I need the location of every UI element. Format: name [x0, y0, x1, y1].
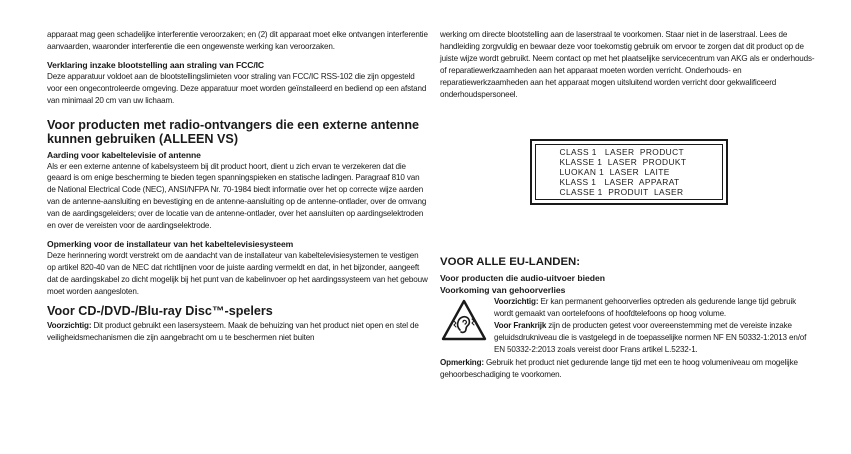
- france-compliance-paragraph: [494, 320, 817, 356]
- left-column: [47, 29, 429, 344]
- fcc-heading: Verklaring inzake blootstelling aan straling van FCC/IC: [47, 59, 265, 70]
- fcc-paragraph: Deze apparatuur voldoet aan de blootstellingslimieten voor straling van FCC/IC RSS-102 die zijn opgesteld voor een ongecontroleerde omgeving. Deze apparatuur moet worden geïnstalleerd en bediend op een afstand van minimaal 20 cm van uw lichaam.: [47, 71, 427, 105]
- eu-heading: VOOR ALLE EU-LANDEN:: [440, 256, 581, 269]
- installer-note-heading: Opmerking voor de installateur van het kabeltelevisiesysteem: [47, 238, 294, 249]
- hearing-damage-warning-icon: [441, 299, 487, 341]
- intro-paragraph: apparaat mag geen schadelijke interferentie veroorzaken; en (2) dit apparaat moet elke ontvangen interferentie aanvaarden, waaronder interferentie die een ongewenste werking kan veroorzaken.: [47, 30, 428, 51]
- volume-note-text: Gebruik het product niet gedurende lange tijd met een te hoog volumeniveau om mogelijke gehoorbeschadiging te voorkomen.: [440, 357, 798, 379]
- laser-continued-paragraph: werking om directe blootstelling aan de laserstraal te voorkomen. Staar niet in de laserstraal. Lees de handleiding zorgvuldig en bewaar deze voor toekomstig gebruik om ervoor te zorgen dat dit product op de juiste wijze wordt gebruikt. Neem contact op met het plaatselijke servicecentrum van AKG als er onderhouds- of reparatiewerkzaamheden aan het apparaat moeten worden verricht. Onderhouds- en reparatiewerkzaamheden aan het apparaat mogen uitsluitend worden verricht door gekwalificeerd onderhoudspersoneel.: [440, 30, 815, 99]
- volume-note-paragraph: [440, 357, 817, 381]
- laser-class-label-inner: [535, 144, 723, 200]
- hearing-warning: [440, 296, 817, 356]
- disc-player-heading: Voor CD-/DVD-/Blu-ray Disc™-spelers: [47, 303, 273, 318]
- audio-output-heading: Voor producten die audio-uitvoer bieden: [440, 273, 606, 284]
- installer-note-paragraph: Deze herinnering wordt verstrekt om de aandacht van de installateur van kabeltelevisiesystemen te vestigen op artikel 820-40 van de NEC dat richtlijnen voor de juiste aarding vermeldt en dat, in het bijzonder, aangeeft dat de aardingskabel zo dicht mogelijk bij het punt van de kabelinvoer op het aardingssysteem van het gebouw moet worden aangesloten.: [47, 250, 428, 296]
- laser-class-line: CLASSE 1 PRODUIT LASER: [559, 186, 684, 197]
- radio-antenna-heading: Voor producten met radio-ontvangers die een externe antenne kunnen gebruiken (ALLEEN VS): [47, 117, 420, 147]
- hearing-warning-text: [494, 296, 817, 356]
- france-compliance-text: zijn de producten getest voor overeenstemming met de vereiste inzake geluidsdrukniveau die is vastgelegd in de toepasselijke normen NF EN 50332-1:2013 en/of EN 50332-2:2013 zoals vereist door Frans artikel L.5232-1.: [494, 321, 807, 355]
- disc-player-text: Dit product gebruikt een lasersysteem. Maak de behuizing van het product niet open en stel de veiligheidsmechanismen die zijn aangebracht om u te beschermen niet buiten: [47, 321, 419, 342]
- laser-class-line: LUOKAN 1 LASER LAITE: [559, 167, 670, 178]
- laser-class-line: KLASS 1 LASER APPARAT: [559, 176, 680, 187]
- caution-label: Voorzichtig:: [494, 297, 539, 307]
- hearing-caution-text: Er kan permanent gehoorverlies optreden als gedurende lange tijd gebruik wordt gemaakt van oortelefoons of hoofdtelefoons op hoog volume.: [494, 297, 797, 319]
- right-column: [440, 29, 817, 381]
- laser-class-line: KLASSE 1 LASER PRODUKT: [559, 157, 687, 168]
- caution-label: Voorzichtig:: [47, 321, 92, 331]
- eu-section: [440, 255, 817, 380]
- laser-class-label: [530, 139, 728, 205]
- laser-class-line: CLASS 1 LASER PRODUCT: [559, 147, 685, 158]
- grounding-heading: Aarding voor kabeltelevisie of antenne: [47, 149, 201, 160]
- hearing-caution-paragraph: [494, 296, 817, 320]
- france-label: Voor Frankrijk: [494, 321, 547, 331]
- hearing-loss-heading: Voorkoming van gehoorverlies: [440, 285, 566, 296]
- grounding-paragraph: Als er een externe antenne of kabelsysteem bij dit product hoort, dient u zich ervan te verzekeren dat die geaard is om enige bescherming te bieden tegen spanningspieken en statische ladingen. Paragraaf 810 van de National Electrical Code (NEC), ANSI/NFPA Nr. 70-1984 biedt informatie over het op correcte wijze aarden van de antenne-aansluiting en bevestiging en de antenne-aansluiting op de antenne-ontlader, over de omvang van de aardingsgeleiders; over de locatie van de antenne-ontlader, over het aansluiten op aardingselektroden en over de vereisten voor de aardingselektrode.: [47, 161, 427, 231]
- disc-player-paragraph: [47, 320, 429, 344]
- note-label: Opmerking:: [440, 357, 484, 367]
